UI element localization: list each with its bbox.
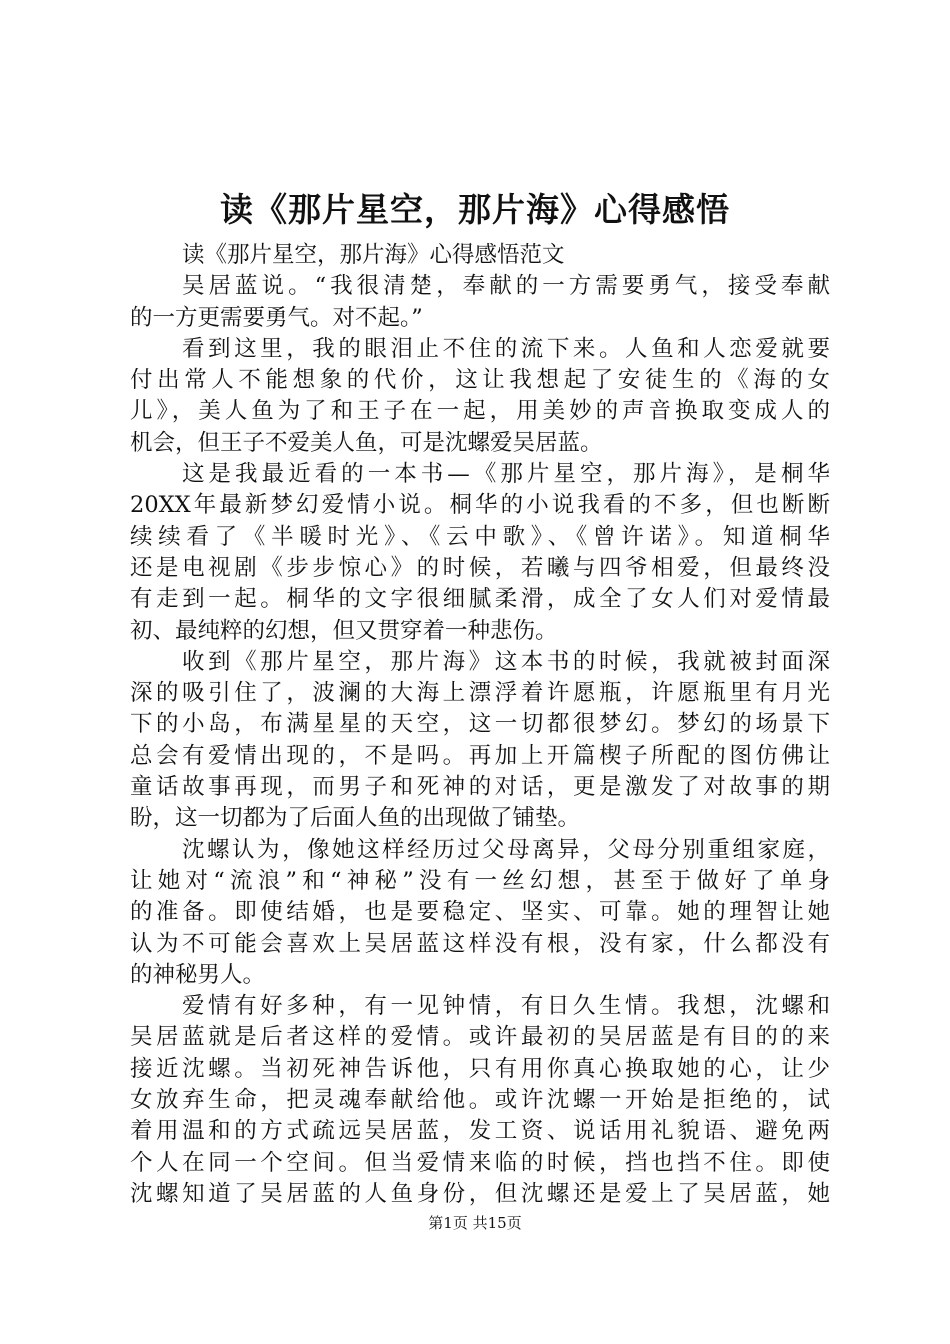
body-text-line: 的神秘男人。: [130, 961, 266, 988]
document-title: 读《那片星空，那片海》心得感悟: [220, 190, 730, 229]
body-text-line: 初、最纯粹的幻想，但又贯穿着一种悲伤。: [130, 617, 558, 644]
body-text-line: 沈螺认为，像她这样经历过父母离异，父母分别重组家庭，: [182, 836, 830, 863]
page-footer: 第1页 共15页: [428, 1214, 522, 1232]
body-text-line: 吴居蓝说。“我很清楚，奉献的一方需要勇气，接受奉献: [182, 273, 830, 300]
body-text-line: 沈螺知道了吴居蓝的人鱼身份，但沈螺还是爱上了吴居蓝，她: [130, 1180, 830, 1207]
body-text-line: 续续看了《半暖时光》、《云中歌》、《曾许诺》。知道桐华: [130, 523, 830, 550]
body-text-line: 还是电视剧《步步惊心》的时候，若曦与四爷相爱，但最终没: [130, 554, 830, 581]
body-text-line: 深的吸引住了，波澜的大海上漂浮着许愿瓶，许愿瓶里有月光: [130, 680, 830, 707]
body-text-line: 这是我最近看的一本书—《那片星空，那片海》，是桐华: [182, 461, 830, 488]
body-text-line: 看到这里，我的眼泪止不住的流下来。人鱼和人恋爱就要: [182, 335, 830, 362]
body-text-line: 读《那片星空，那片海》心得感悟范文: [182, 242, 565, 268]
body-text-line: 下的小岛，布满星星的天空，这一切都很梦幻。梦幻的场景下: [130, 711, 830, 738]
body-text-line: 盼，这一切都为了后面人鱼的出现做了铺垫。: [130, 805, 581, 832]
body-text-line: 接近沈螺。当初死神告诉他，只有用你真心换取她的心，让少: [130, 1055, 830, 1082]
body-text-line: 机会，但王子不爱美人鱼，可是沈螺爱吴居蓝。: [130, 429, 603, 456]
body-text-line: 童话故事再现，而男子和死神的对话，更是激发了对故事的期: [130, 774, 830, 801]
body-text-line: 儿》，美人鱼为了和王子在一起，用美妙的声音换取变成人的: [130, 398, 830, 425]
body-text-line: 总会有爱情出现的，不是吗。再加上开篇楔子所配的图仿佛让: [130, 742, 830, 769]
body-text-line: 20XX年最新梦幻爱情小说。桐华的小说我看的不多，但也断断: [130, 492, 830, 519]
body-text-line: 个人在同一个空间。但当爱情来临的时候，挡也挡不住。即使: [130, 1149, 830, 1176]
body-text-line: 爱情有好多种，有一见钟情，有日久生情。我想，沈螺和: [182, 993, 830, 1020]
body-text-line: 吴居蓝就是后者这样的爱情。或许最初的吴居蓝是有目的的来: [130, 1024, 830, 1051]
body-text-line: 女放弃生命，把灵魂奉献给他。或许沈螺一开始是拒绝的，试: [130, 1087, 830, 1114]
body-text-line: 的一方更需要勇气。对不起。”: [130, 304, 423, 331]
body-text-line: 收到《那片星空，那片海》这本书的时候，我就被封面深: [182, 648, 830, 675]
body-text-line: 着用温和的方式疏远吴居蓝，发工资、说话用礼貌语、避免两: [130, 1118, 830, 1145]
body-text-line: 有走到一起。桐华的文字很细腻柔滑，成全了女人们对爱情最: [130, 586, 830, 613]
body-text-line: 付出常人不能想象的代价，这让我想起了安徒生的《海的女: [130, 367, 830, 394]
body-text-line: 的准备。即使结婚，也是要稳定、坚实、可靠。她的理智让她: [130, 899, 830, 926]
body-text-line: 认为不可能会喜欢上吴居蓝这样没有根，没有家，什么都没有: [130, 930, 830, 957]
body-text-line: 让她对“流浪”和“神秘”没有一丝幻想，甚至于做好了单身: [130, 867, 830, 894]
document-body: [130, 240, 830, 1210]
